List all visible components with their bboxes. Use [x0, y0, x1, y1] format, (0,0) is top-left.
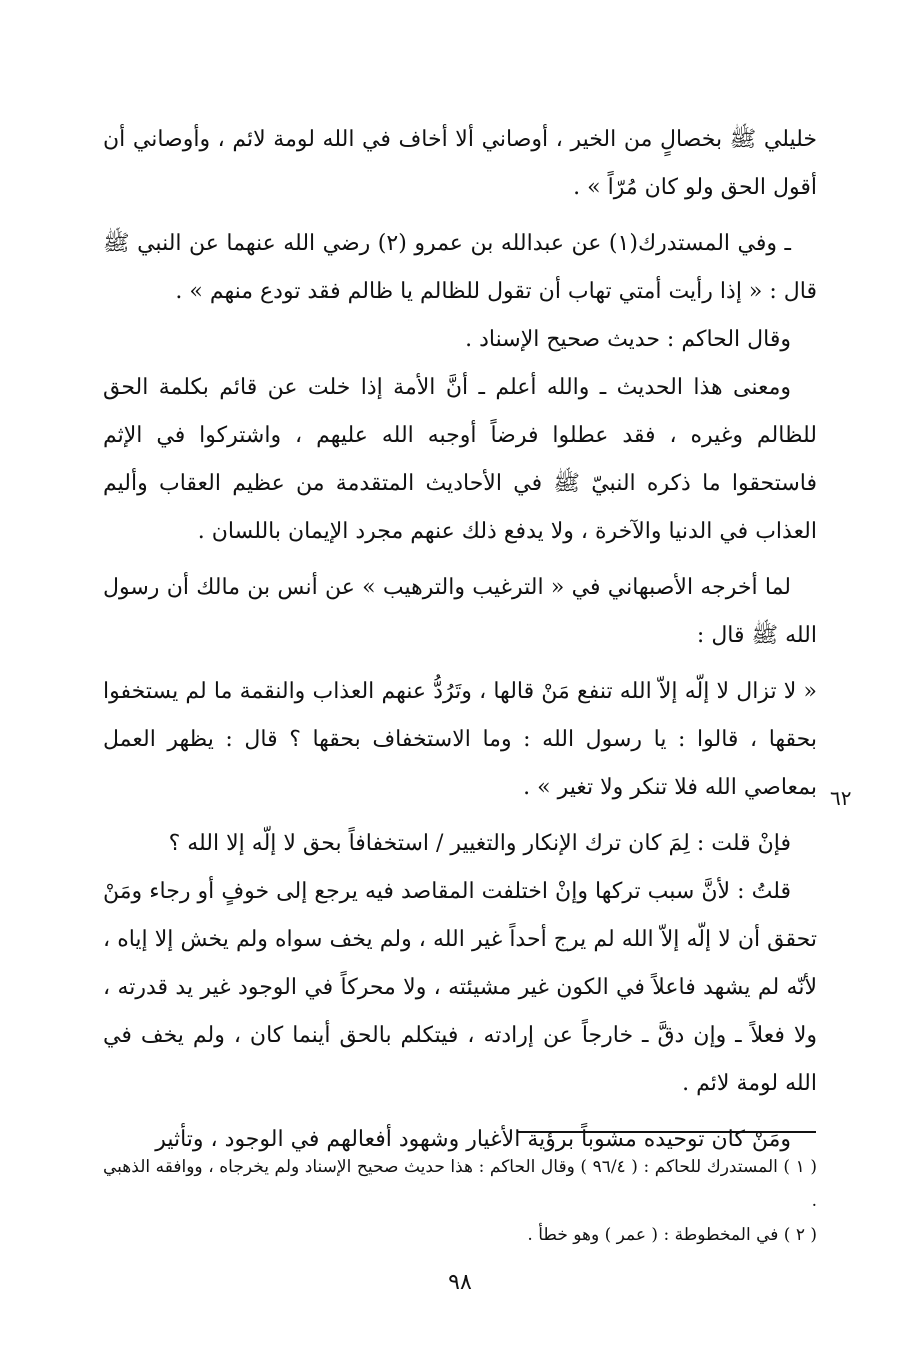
paragraph-question: فإنْ قلت : لِمَ كان ترك الإنكار والتغيير / استخفافاً بحق لا إلّه إلا الله ؟ — [168, 831, 791, 856]
manuscript-folio-number: ٦٢ — [830, 786, 852, 810]
footnote-1: ( ١ ) المستدرك للحاكم : ( ٩٦/٤ ) وقال الحاكم : هذا حديث صحيح الإسناد ولم يخرجاه ، ووافقه الذهبي . — [103, 1157, 817, 1211]
paragraph-answer: قلتُ : لأنَّ سبب تركها وإنْ اختلفت المقاصد فيه يرجع إلى خوفٍ أو رجاء ومَنْ تحقق أن لا إلّه إلاّ الله لم يرج أحداً غير الله ، ولم يخف سواه ولم يخش إلا إياه ، لأنّه لم يشهد فاعلاً في الكون غير مشيئته ، ولا محركاً في الوجود غير يد قدرته ، ولا فعلاً ـ وإن دقَّ ـ خارجاً عن إرادته ، فيتكلم بالحق أينما كان ، ولم يخف في الله لومة لائم . — [103, 879, 817, 1096]
page-number: ٩٨ — [448, 1270, 472, 1295]
hadith-quote: « لا تزال لا إلّه إلاّ الله تنفع مَنْ قالها ، وتَرُدُّ عنهم العذاب والنقمة ما لم يستخفوا بحقها ، قالوا : يا رسول الله : وما الاستخفاف بحقها ؟ قال : يظهر العمل بمعاصي الله فلا تنكر ولا تغير » . — [103, 679, 817, 800]
footnote-divider — [518, 1131, 816, 1133]
paragraph-5: لما أخرجه الأصبهاني في « الترغيب والترهيب » عن أنس بن مالك أن رسول الله ﷺ قال : — [103, 575, 817, 648]
main-text — [103, 116, 817, 1164]
paragraph-4: ومعنى هذا الحديث ـ والله أعلم ـ أنَّ الأمة إذا خلت عن قائم بكلمة الحق للظالم وغيره ، فقد عطلوا فرضاً أوجبه الله عليهم ، واشتركوا في الإثم فاستحقوا ما ذكره النبيّ ﷺ في الأحاديث المتقدمة من عظيم العقاب وأليم العذاب في الدنيا والآخرة ، ولا يدفع ذلك عنهم مجرد الإيمان باللسان . — [103, 375, 817, 544]
paragraph-1: خليلي ﷺ بخصالٍ من الخير ، أوصاني ألا أخاف في الله لومة لائم ، وأوصاني أن أقول الحق ولو كان مُرّاً » . — [103, 127, 817, 200]
paragraph-2: ـ وفي المستدرك(١) عن عبدالله بن عمرو (٢) رضي الله عنهما عن النبي ﷺ قال : « إذا رأيت أمتي تهاب أن تقول للظالم يا ظالم فقد تودع منهم » . — [103, 231, 817, 304]
paragraph-3: وقال الحاكم : حديث صحيح الإسناد . — [465, 327, 791, 352]
paragraph-last: ومَنْ كان توحيده مشوباً برؤية الأغيار وشهود أفعالهم في الوجود ، وتأثير — [155, 1127, 791, 1152]
footnote-2: ( ٢ ) في المخطوطة : ( عمر ) وهو خطأ . — [527, 1225, 817, 1245]
footnotes — [103, 1150, 817, 1252]
